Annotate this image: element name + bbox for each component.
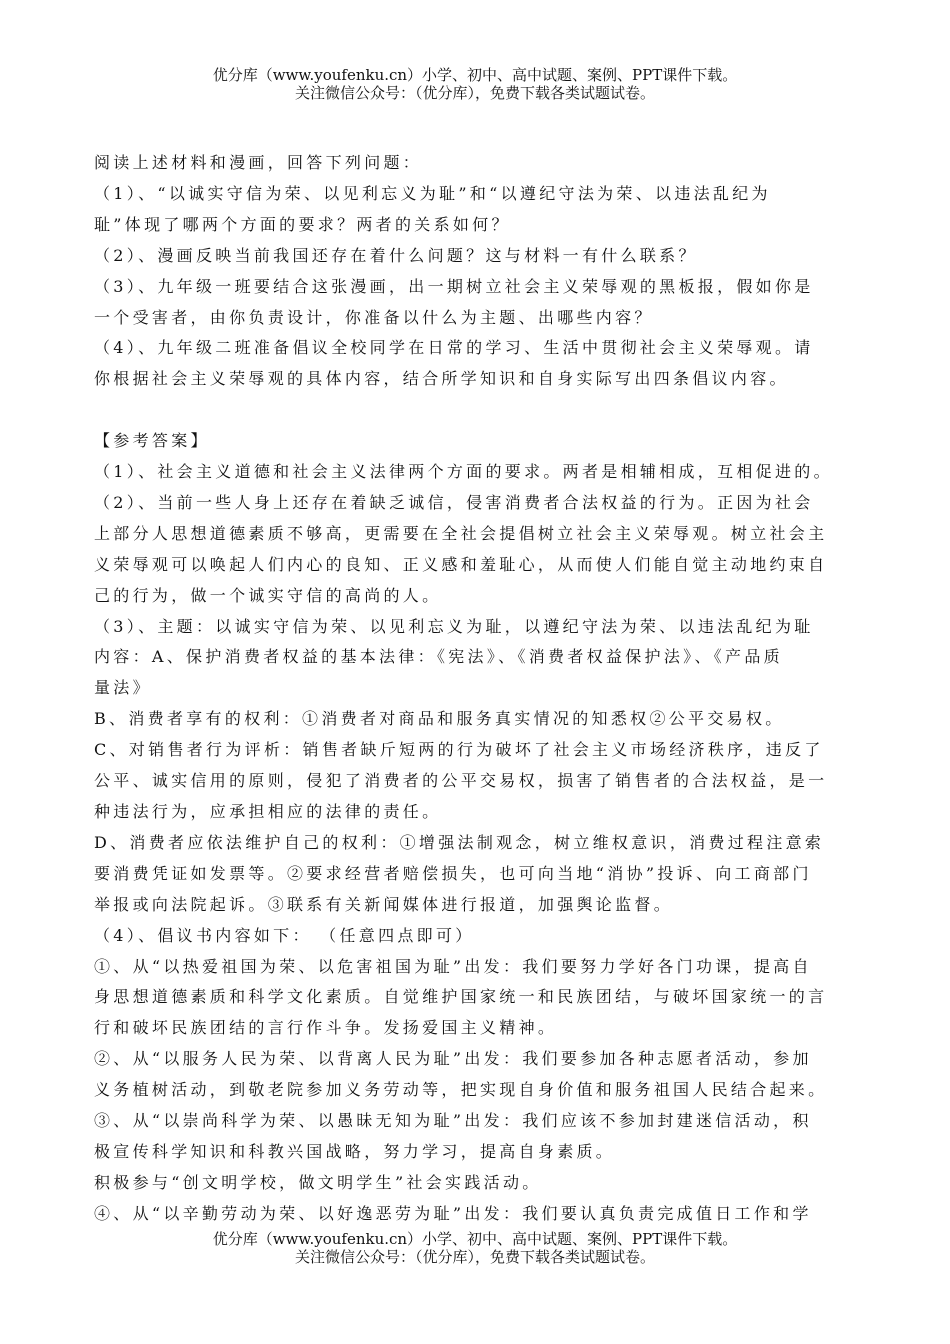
body-line: 上部分人思想道德素质不够高，更需要在全社会提倡树立社会主义荣辱观。树立社会主 [94,523,828,543]
body-line: （4）、九年级二班准备倡议全校同学在日常的学习、生活中贯彻社会主义荣辱观。请 [94,338,814,358]
body-line: 义务植树活动，到敬老院参加义务劳动等，把实现自身价值和服务祖国人民结合起来。 [94,1080,828,1100]
body-line: ④、从“以辛勤劳动为荣、以好逸恶劳为耻”出发：我们要认真负责完成值日工作和学 [94,1203,812,1223]
page-footer [0,1230,950,1266]
body-line: 公平、诚实信用的原则，侵犯了消费者的公平交易权，损害了销售者的合法权益，是一 [94,771,828,791]
body-line: （1）、“以诚实守信为荣、以见利忘义为耻”和“以遵纪守法为荣、以违法乱纪为 [94,183,771,203]
body-line: 行和破坏民族团结的言行作斗争。发扬爱国主义精神。 [94,1018,558,1038]
footer-line-2: 关注微信公众号：（优分库），免费下载各类试题试卷。 [294,1248,655,1266]
body-line: 极宣传科学知识和科教兴国战略，努力学习，提高自身素质。 [94,1141,616,1161]
body-line: 一个受害者，由你负责设计，你准备以什么为主题、出哪些内容？ [94,307,654,327]
document-body [94,148,874,1230]
body-line: 量法》 [94,678,152,698]
body-line: C、对销售者行为评析：销售者缺斤短两的行为破坏了社会主义市场经济秩序，违反了 [94,740,824,760]
body-line: 内容：A、保护消费者权益的基本法律：《宪法》、《消费者权益保护法》、《产品质 [94,647,783,667]
body-line: ①、从“以热爱祖国为荣、以危害祖国为耻”出发：我们要努力学好各门功课，提高自 [94,956,812,976]
body-line: ②、从“以服务人民为荣、以背离人民为耻”出发：我们要参加各种志愿者活动，参加 [94,1049,812,1069]
header-line-1: 优分库（www.youfenku.cn）小学、初中、高中试题、案例、PPT课件下载。 [212,66,738,84]
body-line: （1）、社会主义道德和社会主义法律两个方面的要求。两者是相辅相成，互相促进的。 [94,462,833,482]
body-line: D、消费者应依法维护自己的权利：①增强法制观念，树立维权意识，消费过程注意索 [94,832,825,852]
body-line: 阅读上述材料和漫画，回答下列问题： [94,153,423,172]
footer-line-1: 优分库（www.youfenku.cn）小学、初中、高中试题、案例、PPT课件下载。 [212,1230,738,1248]
body-line: ③、从“以崇尚科学为荣、以愚昧无知为耻”出发：我们应该不参加封建迷信活动，积 [94,1111,812,1131]
body-line: 种违法行为，应承担相应的法律的责任。 [94,802,442,822]
body-line: （4）、倡议书内容如下： （任意四点即可） [94,925,475,945]
body-line: 己的行为，做一个诚实守信的高尚的人。 [94,585,442,605]
body-line: （3）、主题：以诚实守信为荣、以见利忘义为耻，以遵纪守法为荣、以违法乱纪为耻 [94,616,814,636]
header-line-2: 关注微信公众号：（优分库），免费下载各类试题试卷。 [294,84,655,102]
body-line: 要消费凭证如发票等。②要求经营者赔偿损失，也可向当地“消协”投诉、向工商部门 [94,863,812,883]
body-line: 耻”体现了哪两个方面的要求？两者的关系如何？ [94,214,511,234]
body-line: 义荣辱观可以唤起人们内心的良知、正义感和羞耻心，从而使人们能自觉主动地约束自 [94,554,828,574]
body-line: 举报或向法院起诉。③联系有关新闻媒体进行报道，加强舆论监督。 [94,894,674,914]
body-line [94,395,874,426]
body-line: 【参考答案】 [94,431,210,451]
body-line: B、消费者享有的权利：①消费者对商品和服务真实情况的知悉权②公平交易权。 [94,709,785,729]
body-line: 身思想道德素质和科学文化素质。自觉维护国家统一和民族团结，与破坏国家统一的言 [94,987,828,1007]
body-line: （2）、当前一些人身上还存在着缺乏诚信，侵害消费者合法权益的行为。正因为社会 [94,492,814,512]
body-line: 积极参与“创文明学校，做文明学生”社会实践活动。 [94,1172,542,1192]
body-line: （3）、九年级一班要结合这张漫画，出一期树立社会主义荣辱观的黑板报，假如你是 [94,276,814,296]
body-line: 你根据社会主义荣辱观的具体内容，结合所学知识和自身实际写出四条倡议内容。 [94,369,789,389]
body-line: （2）、漫画反映当前我国还存在着什么问题？这与材料一有什么联系？ [94,245,698,265]
page-header [0,66,950,102]
